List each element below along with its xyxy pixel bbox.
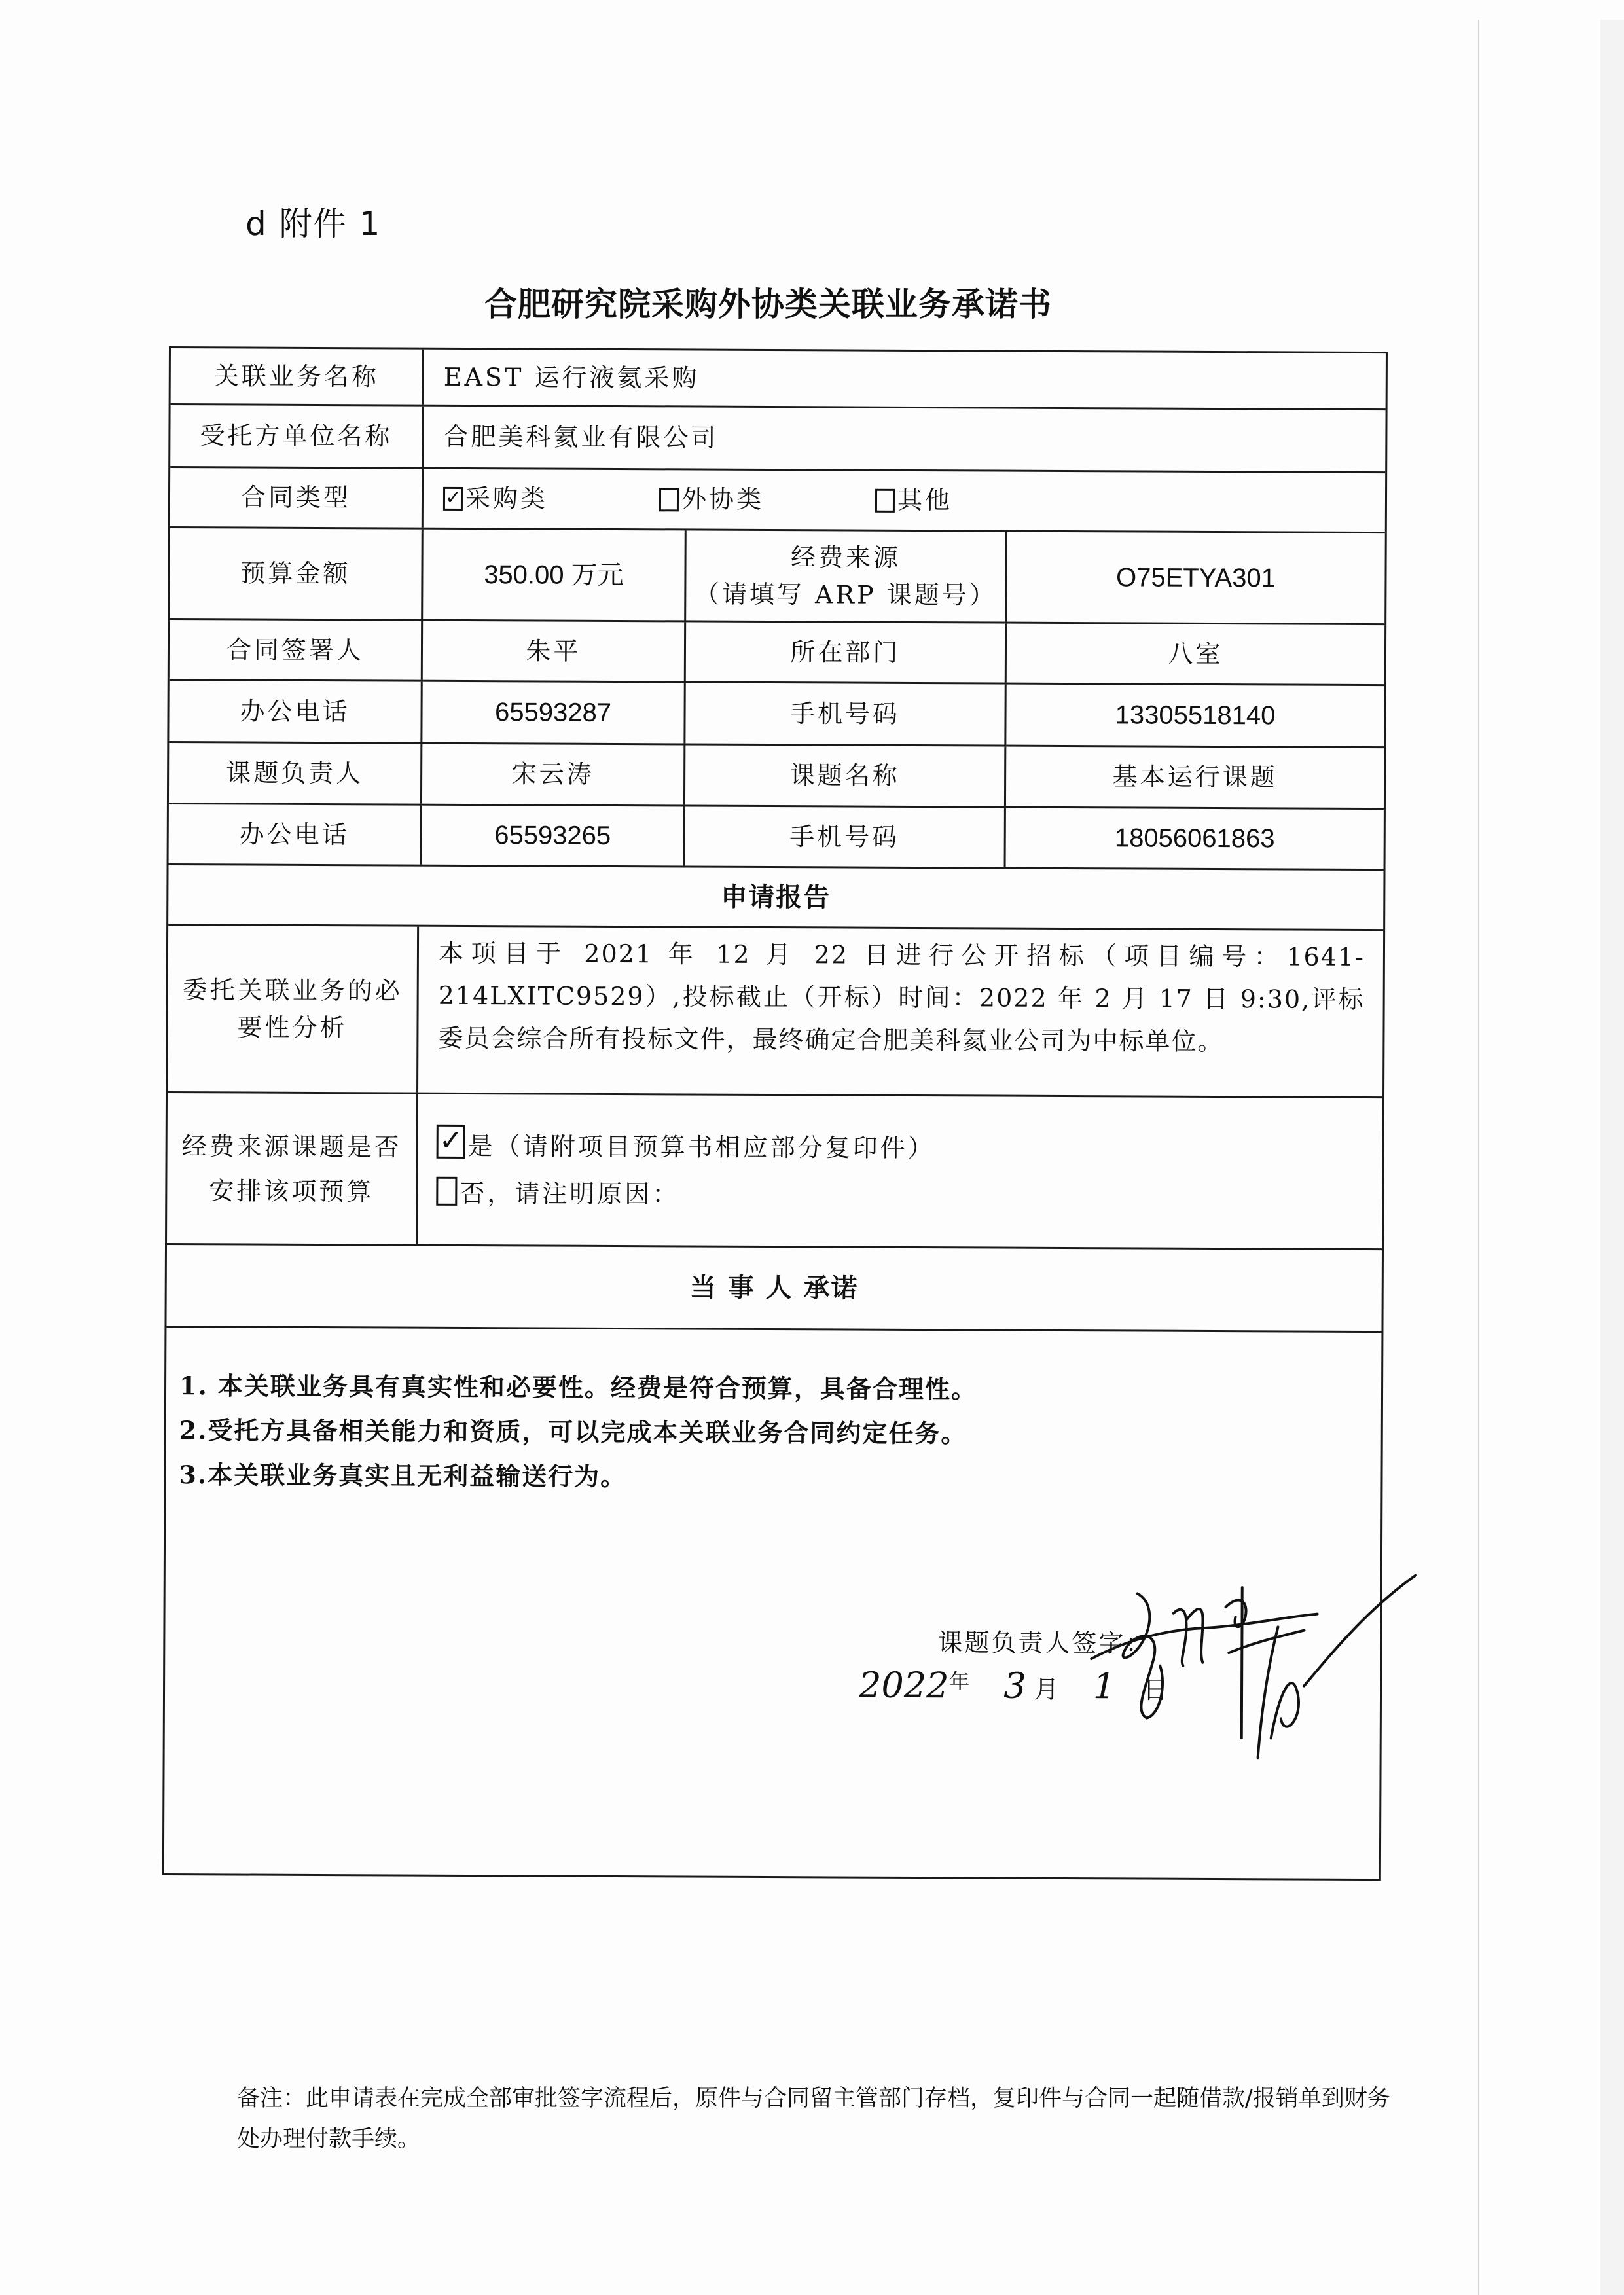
commitment-heading: 当 事 人 承诺 (689, 1272, 859, 1304)
contractor-value: 合肥美科氦业有限公司 (443, 422, 719, 452)
row-report-heading (168, 865, 1383, 931)
department-value: 八室 (1168, 639, 1223, 668)
project-name-value: 基本运行课题 (1112, 762, 1278, 792)
office-phone-label: 办公电话 (169, 681, 422, 742)
commitment-form (162, 346, 1388, 1881)
option-yes-label: 是（请附项目预算书相应部分复印件） (467, 1131, 935, 1163)
option-outsourcing[interactable] (659, 480, 764, 518)
necessity-label-line2: 要性分析 (237, 1012, 348, 1042)
mobile-value: 13305518140 (1115, 700, 1276, 731)
option-no-label: 否，请注明原因： (460, 1178, 680, 1208)
option-yes[interactable] (437, 1122, 935, 1171)
option-outsourcing-label: 外协类 (681, 484, 765, 514)
budget-value: 350.00 万元 (423, 530, 687, 621)
attachment-label: d 附件 1 (245, 205, 382, 243)
checkbox-empty-icon[interactable] (436, 1176, 457, 1205)
lead-mobile-label: 手机号码 (685, 806, 1006, 867)
date-month: 3 (1003, 1665, 1026, 1707)
budget-arranged-label (167, 1093, 418, 1244)
option-no[interactable] (436, 1169, 935, 1218)
project-lead-label: 课题负责人 (169, 743, 422, 804)
row-project-lead (169, 743, 1384, 810)
checkbox-empty-icon[interactable] (875, 489, 895, 513)
option-purchase[interactable] (443, 480, 548, 518)
project-name-label: 课题名称 (685, 745, 1006, 806)
row-commitment-heading (166, 1245, 1382, 1333)
date-month-unit: 月 (1034, 1674, 1059, 1704)
document-title: 合肥研究院采购外协类关联业务承诺书 (484, 285, 1052, 323)
mobile-label: 手机号码 (685, 683, 1006, 744)
row-necessity (168, 926, 1383, 1098)
row-lead-phone (169, 804, 1384, 871)
business-name-value: EAST 运行液氦采购 (443, 362, 700, 393)
footnote: 备注：此申请表在完成全部审批签字流程后，原件与合同留主管部门存档，复印件与合同一起随借款/报销单到财务处办理付款手续。 (237, 2086, 1390, 2152)
scan-margin (1600, 20, 1624, 2295)
funding-source-label-line1: 经费来源 (790, 542, 901, 572)
scan-edge-line (1478, 20, 1479, 2295)
project-lead-value: 宋云涛 (422, 744, 685, 805)
row-business-name (171, 348, 1386, 410)
necessity-label-line1: 委托关联业务的必 (182, 975, 403, 1005)
commitment-item: 3.本关联业务真实且无利益输送行为。 (179, 1460, 627, 1492)
row-contract-type (170, 468, 1385, 533)
date-year-unit: 年 (948, 1670, 970, 1694)
department-label: 所在部门 (686, 622, 1007, 682)
option-other[interactable] (875, 482, 952, 520)
handwritten-signature (1087, 1567, 1428, 1791)
date-year: 2022 (858, 1664, 949, 1707)
row-budget-arranged (167, 1093, 1382, 1250)
date-day: 1 (1092, 1665, 1116, 1707)
signature-label: 课题负责人签字： (937, 1628, 1153, 1658)
signature-stroke (1304, 1575, 1416, 1687)
signer-label: 合同签署人 (170, 620, 423, 680)
necessity-value (418, 927, 1383, 1096)
signer-value: 朱平 (423, 621, 686, 681)
contract-type-options (424, 469, 1385, 532)
signature-stroke (1173, 1609, 1202, 1666)
budget-arranged-label-line2: 安排该项预算 (209, 1176, 374, 1206)
funding-source-label-line2: （请填写 ARP 课题号） (694, 579, 997, 610)
lead-office-phone-label: 办公电话 (169, 804, 422, 865)
date-day-unit: 日 (1143, 1675, 1168, 1705)
business-name-label: 关联业务名称 (171, 348, 424, 405)
report-heading: 申请报告 (721, 882, 831, 913)
signature-stroke (1225, 1587, 1305, 1739)
option-other-label: 其他 (897, 485, 953, 515)
checkbox-checked-icon[interactable] (437, 1124, 465, 1158)
commitment-item: 2.受托方具备相关能力和资质，可以完成本关联业务合同约定任务。 (179, 1415, 967, 1449)
office-phone-value: 65593287 (422, 682, 685, 744)
row-signer-phone (169, 681, 1384, 748)
budget-label: 预算金额 (170, 528, 424, 619)
signature-stroke (1258, 1627, 1299, 1758)
funding-source-value: O75ETYA301 (1115, 562, 1276, 592)
contract-type-label: 合同类型 (170, 468, 424, 528)
signature-stroke (1123, 1593, 1163, 1718)
lead-office-phone-value: 65593265 (422, 806, 685, 866)
budget-arranged-options (418, 1094, 1382, 1248)
checkbox-checked-icon[interactable] (443, 487, 463, 511)
necessity-text: 本项目于 2021 年 12 月 22 日进行公开招标（项目编号：1641-214LXITC9529）,投标截止（开标）时间：2022 年 2 月 17 日 9:30,评标委员会综合所有投标文件，最终确定合肥美科氦业公司为中标单位。 (438, 938, 1365, 1057)
lead-mobile-value: 18056061863 (1114, 823, 1275, 854)
row-budget (170, 528, 1385, 625)
row-signer (170, 620, 1384, 686)
row-contractor (170, 405, 1385, 473)
commitment-item: 1. 本关联业务具有真实性和必要性。经费是符合预算，具备合理性。 (179, 1371, 978, 1404)
funding-source-label (686, 530, 1007, 621)
contractor-label: 受托方单位名称 (170, 405, 424, 467)
commitment-list (179, 1364, 977, 1500)
budget-arranged-label-line1: 经费来源课题是否 (181, 1131, 402, 1162)
necessity-label (168, 926, 419, 1093)
commitment-body (164, 1328, 1382, 1879)
option-purchase-label: 采购类 (465, 483, 549, 513)
checkbox-empty-icon[interactable] (659, 488, 679, 511)
